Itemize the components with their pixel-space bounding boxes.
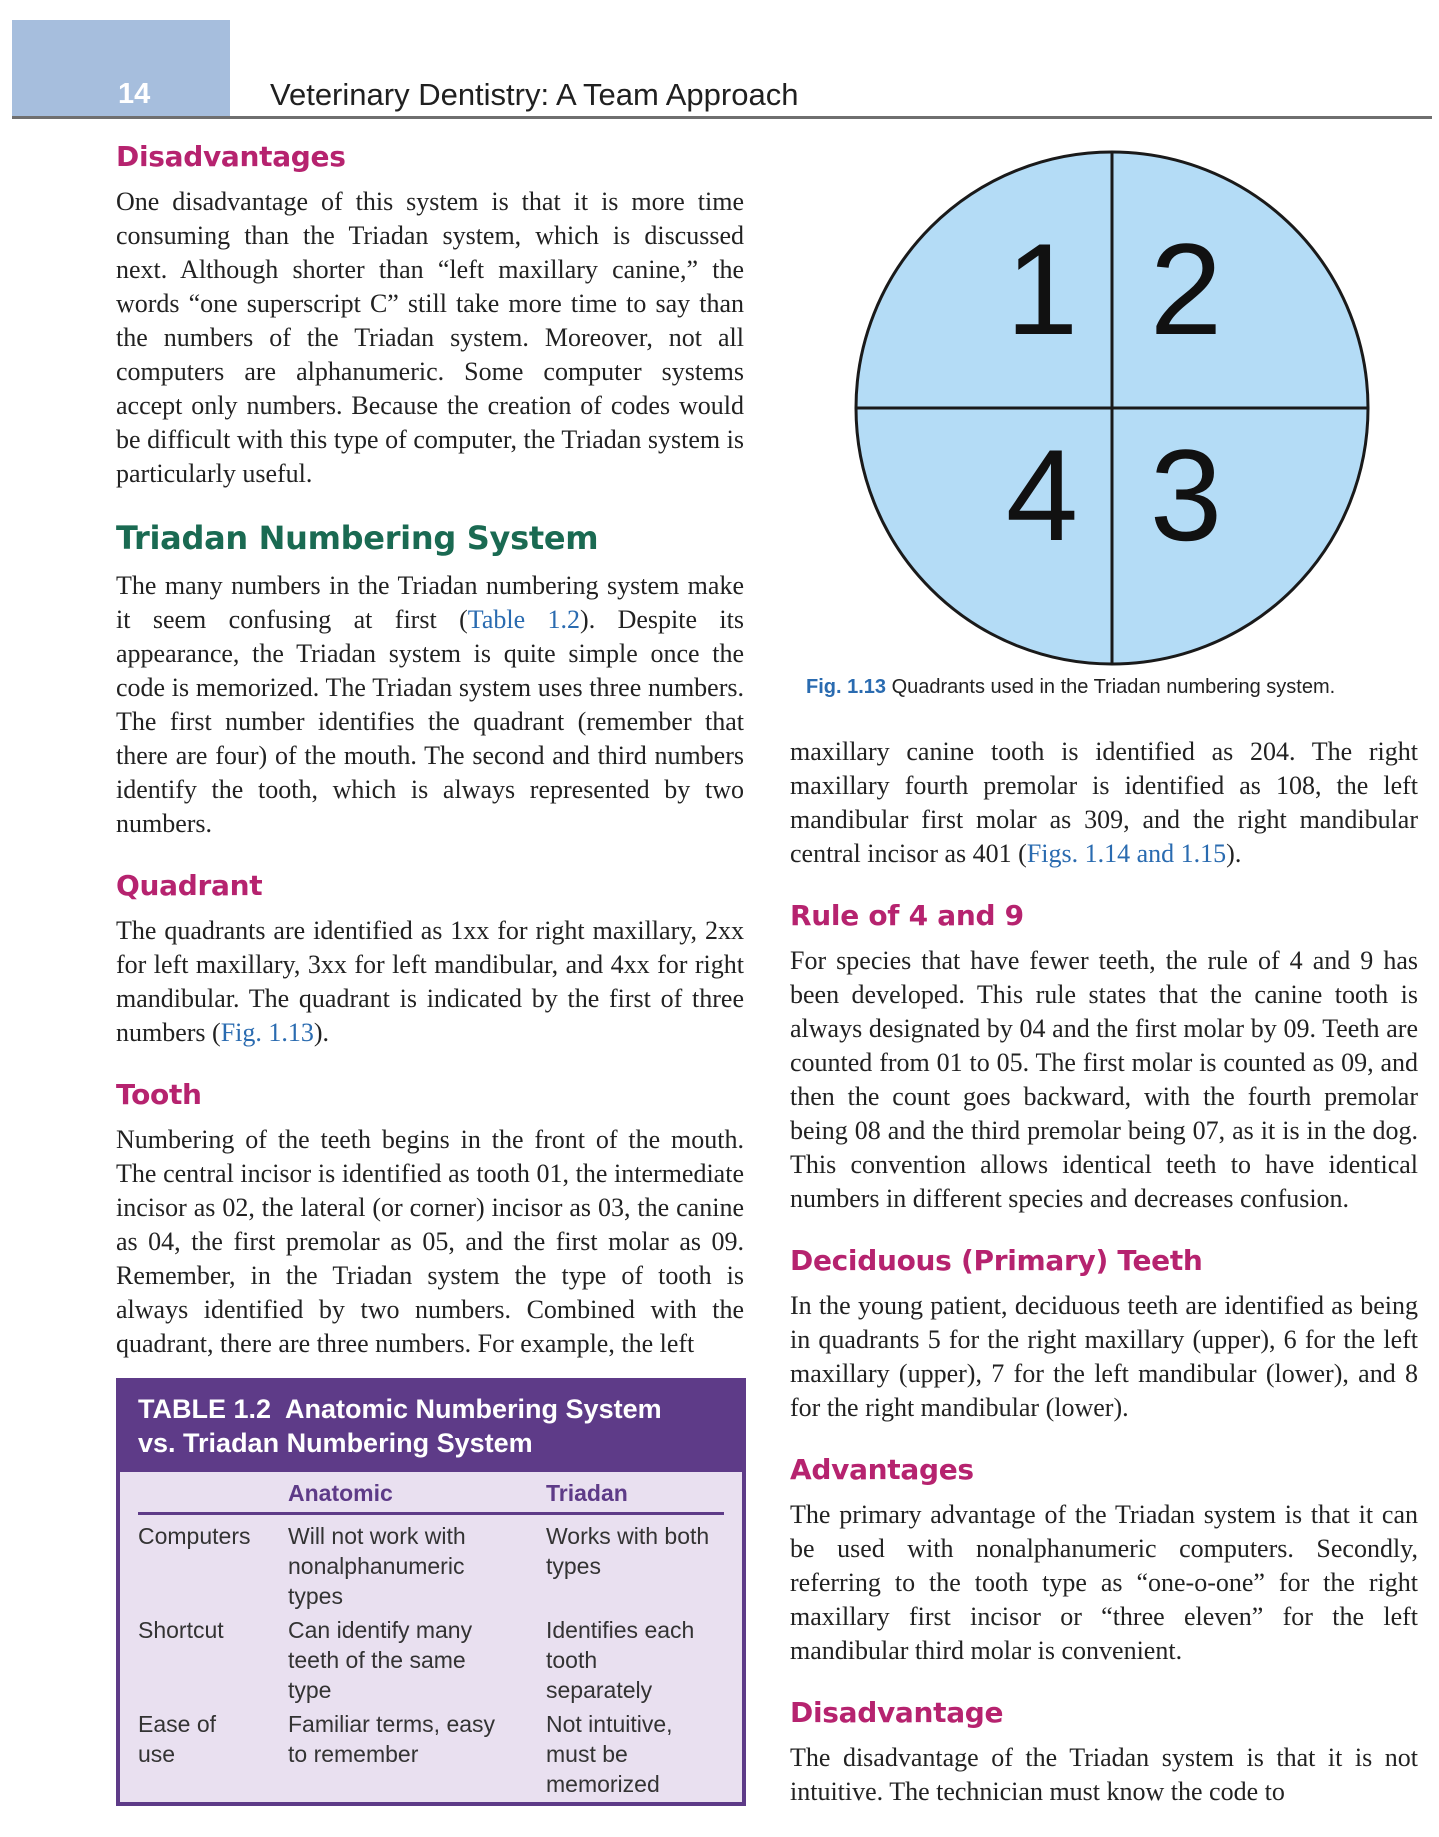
continuation-paragraph	[790, 735, 1418, 871]
rule-paragraph: For species that have fewer teeth, the rule of 4 and 9 has been developed. This rule states that the canine tooth is always designated by 04 and the first molar by 09. Teeth are counted from 01 to 05. The first molar is counted as 09, and then the count goes backward, with the fourth premolar being 08 and the third premolar being 07, as it is in the dog. This convention allows identical teeth to have identical numbers in different species and decreases confusion.	[790, 946, 1418, 1213]
disadvantages-heading: Disadvantages	[116, 140, 346, 173]
table-title-line-2: vs. Triadan Numbering System	[138, 1428, 533, 1458]
disadvantage-paragraph: The disadvantage of the Triadan system is that it is not intuitive. The technician must know the code to	[790, 1743, 1418, 1806]
column-header-triadan: Triadan	[546, 1480, 628, 1506]
figs-1-14-1-15-link[interactable]: Figs. 1.14 and 1.15	[1026, 839, 1227, 868]
tooth-heading: Tooth	[116, 1078, 202, 1111]
left-column	[116, 140, 744, 1389]
triadan-paragraph	[116, 569, 744, 841]
caption-text: Quadrants used in the Triadan numbering system.	[886, 676, 1336, 698]
disadvantage-section	[790, 1696, 1418, 1809]
quadrant-heading: Quadrant	[116, 869, 263, 902]
anatomic-cell: Will not work with nonalphanumeric types	[288, 1523, 466, 1609]
disadvantages-paragraph: One disadvantage of this system is that it is more time consuming than the Triadan system, which is discussed next. Although shorter than “left maxillary canine,” the words “one superscript C” still take more time to say than the numbers of the Triadan system. Moreover, not all computers are alphanumeric. Some computer systems accept only numbers. Because the creation of codes would be difficult with this type of computer, the Triadan system is particularly useful.	[116, 187, 744, 488]
quadrant-label-2: 2	[1149, 216, 1223, 362]
table-1-2-link[interactable]: Table 1.2	[467, 605, 581, 634]
quadrant-figure	[852, 148, 1372, 668]
row-label: Shortcut	[138, 1617, 224, 1643]
table-title-line-1: TABLE 1.2 Anatomic Numbering System	[138, 1394, 662, 1424]
continuation-section	[790, 735, 1418, 871]
advantages-section	[790, 1453, 1418, 1668]
table-row	[138, 1609, 724, 1703]
triadan-text-part-1: The many numbers in the Triadan numbering system make it seem confusing at first (	[116, 571, 744, 634]
caption-label: Fig. 1.13	[806, 676, 887, 698]
continuation-text-part-2: ).	[1226, 839, 1242, 868]
continuation-text-part-1: maxillary canine tooth is identified as 204. The right maxillary fourth premolar is identified as 108, the left mandibular first molar as 309, and the right mandibular central incisor as 401 (	[790, 737, 1418, 868]
deciduous-heading: Deciduous (Primary) Teeth	[790, 1244, 1203, 1277]
table-title	[120, 1382, 742, 1472]
advantages-paragraph: The primary advantage of the Triadan system is that it can be used with nonalphanumeric computers. Secondly, referring to the tooth type as “one-o-one” for the right maxillary first incisor or “three eleven” for the left mandibular third molar is convenient.	[790, 1500, 1418, 1665]
quadrant-label-4: 4	[1005, 422, 1079, 568]
table-row	[138, 1515, 724, 1609]
rule-section	[790, 899, 1418, 1216]
row-label: Ease of use	[138, 1711, 216, 1767]
triadan-heading: Triadan Numbering System	[116, 519, 599, 557]
page-number: 14	[118, 78, 151, 110]
deciduous-paragraph: In the young patient, deciduous teeth are identified as being in quadrants 5 for the right maxillary (upper), 6 for the left maxillary (upper), 7 for the left mandibular (lower), and 8 for the right mandibular (lower).	[790, 1291, 1418, 1422]
right-column	[790, 735, 1418, 1837]
quadrant-text-part-2: ).	[313, 1018, 330, 1047]
table-1-2	[116, 1378, 746, 1806]
row-label: Computers	[138, 1523, 251, 1549]
tooth-paragraph: Numbering of the teeth begins in the front of the mouth. The central incisor is identified as tooth 01, the intermediate incisor as 02, the lateral (or corner) incisor as 03, the canine as 04, the first premolar as 05, and the first molar as 09. Remember, in the Triadan system the type of tooth is always identified by two numbers. Combined with the quadrant, there are three numbers. For example, the left	[116, 1125, 744, 1358]
triadan-cell: Identifies each tooth separately	[546, 1617, 695, 1703]
triadan-cell: Not intuitive, must be memorized	[546, 1711, 673, 1797]
quadrant-diagram	[852, 148, 1372, 668]
table-body	[138, 1478, 724, 1797]
quadrant-text-part-1: The quadrants are identified as 1xx for right maxillary, 2xx for left maxillary, 3xx for left mandibular, and 4xx for right mandibular. The quadrant is indicated by the first of three numbers (	[116, 916, 744, 1047]
deciduous-section	[790, 1244, 1418, 1425]
triadan-section	[116, 519, 744, 841]
disadvantages-section	[116, 140, 744, 491]
quadrant-label-3: 3	[1149, 422, 1223, 568]
figure-caption	[806, 676, 1335, 699]
quadrant-label-1: 1	[1005, 216, 1079, 362]
advantages-heading: Advantages	[790, 1453, 974, 1486]
fig-1-13-link[interactable]: Fig. 1.13	[220, 1018, 314, 1047]
anatomic-cell: Familiar terms, easy to remember	[288, 1711, 496, 1767]
book-title: Veterinary Dentistry: A Team Approach	[270, 77, 799, 112]
anatomic-cell: Can identify many teeth of the same type	[288, 1617, 473, 1703]
disadvantage-heading: Disadvantage	[790, 1696, 1004, 1729]
header-rule	[12, 116, 1432, 119]
table-row	[138, 1703, 724, 1797]
tooth-section	[116, 1078, 744, 1361]
column-header-anatomic: Anatomic	[288, 1480, 393, 1506]
quadrant-paragraph	[116, 914, 744, 1050]
triadan-cell: Works with both types	[546, 1523, 710, 1579]
triadan-text-part-2: ). Despite its appearance, the Triadan system is quite simple once the code is memorized. The Triadan system uses three numbers. The first number identifies the quadrant (remember that there are four) of the mouth. The second and third numbers identify the tooth, which is always represented by two numbers.	[116, 605, 744, 838]
table-header-row	[138, 1478, 724, 1515]
rule-heading: Rule of 4 and 9	[790, 899, 1024, 932]
quadrant-section	[116, 869, 744, 1050]
